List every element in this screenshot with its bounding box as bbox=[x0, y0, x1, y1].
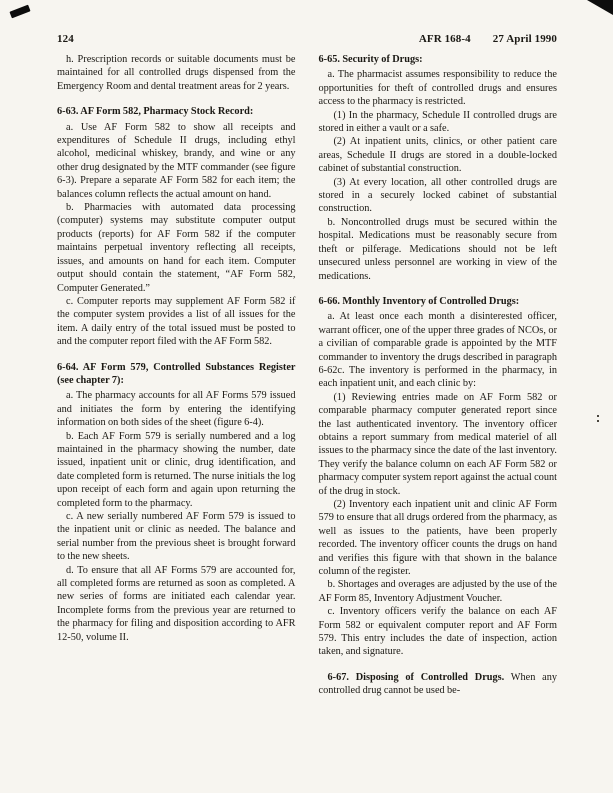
paragraph-6-66b: b. Shortages and overages are adjusted by the use of the AF Form 85, Inventory Adjustment Voucher. bbox=[318, 579, 557, 604]
two-column-body bbox=[0, 45, 613, 698]
paragraph-6-63b: b. Pharmacies with automated data processing (computer) systems may substitute computer output products (reports) for AF Form 582 if the computer maintains perpetual inventory reflecting all receipts, issues, and amounts on hand for each item. Computer output should contain the statement, “AF Form 582, Computer Generated.” bbox=[57, 202, 296, 294]
section-heading-6-66: 6-66. Monthly Inventory of Controlled Drugs: bbox=[318, 295, 520, 307]
paragraph-6-66c: c. Inventory officers verify the balance on each AF Form 582 or equivalent computer report and AF Form 579. This entry includes the date of inspection, action taken, and signature. bbox=[318, 606, 557, 658]
paragraph-6-64d: d. To ensure that all AF Forms 579 are accounted for, all completed forms are returned as soon as completed. A new series of forms are initiated each calendar year. Incomplete forms from the previous year are returned to the pharmacy for filing and disposition according to AFR 12-50, volume II. bbox=[57, 564, 296, 643]
paragraph-6-65a: a. The pharmacist assumes responsibility to reduce the opportunities for theft of controlled drugs and ensures access to the pharmacy is restricted. bbox=[318, 69, 557, 108]
section-heading-inline-6-67: 6-67. Disposing of Controlled Drugs. bbox=[327, 671, 505, 683]
paragraph-6-67-continuation: When any controlled drug cannot be used be- bbox=[318, 671, 558, 697]
paragraph-6-64c: c. A new serially numbered AF Form 579 is issued to the inpatient unit or clinic as needed. The balance and serial number from the previous sheet is brought forward to the new sheets. bbox=[57, 511, 296, 563]
subparagraph-6-66a1: (1) Reviewing entries made on AF Form 582 or comparable pharmacy computer generated report since the last authenticated inventory. The inventory officer obtains a report summary from medical materiel of all issues to the pharmacy since the date of the last inventory. They verify the balance column on each AF Form 582 or pharmacy computer system report against the actual count of the drug in stock. bbox=[318, 391, 557, 497]
subparagraph-6-66a2: (2) Inventory each inpatient unit and clinic AF Form 579 to ensure that all drugs ordered from the pharmacy, as well as issues to the patients, have been properly recorded. The inventory officer counts the drugs on hand and verifies this figure with that shown in the balance column of the register. bbox=[318, 499, 557, 578]
paragraph-6-67 bbox=[319, 671, 558, 698]
left-column bbox=[57, 53, 296, 698]
scan-artifact-right-edge bbox=[597, 415, 599, 417]
subparagraph-6-65a1: (1) In the pharmacy, Schedule II controlled drugs are stored in either a vault or a safe. bbox=[318, 109, 557, 135]
paragraph-h: h. Prescription records or suitable documents must be maintained for all controlled drugs dispensed from the Emergency Room and dental treatment areas for 2 years. bbox=[57, 54, 296, 92]
section-heading-6-63: 6-63. AF Form 582, Pharmacy Stock Record: bbox=[57, 106, 254, 118]
paragraph-6-63c: c. Computer reports may supplement AF Form 582 if the computer system provides a list of all issues for the item. A daily entry of the total issued must be posted to and the computer report filed with the AF Form 582. bbox=[57, 295, 296, 348]
paragraph-6-63a: a. Use AF Form 582 to show all receipts and expenditures of Schedule II drugs, including ethyl alcohol, medicinal whiskey, brandy, and wine or any other drug designated by the MTF commander (see figure 6-3). Prepare a separate AF Form 582 for each item; the balances column reflects the actual amount on hand. bbox=[57, 121, 296, 200]
doc-number: AFR 168-4 bbox=[418, 33, 471, 45]
scan-artifact-top-right bbox=[587, 0, 613, 15]
section-heading-6-64: 6-64. AF Form 579, Controlled Substances Register (see chapter 7): bbox=[57, 361, 296, 386]
paragraph-6-64b: b. Each AF Form 579 is serially numbered and a log maintained in the pharmacy showing the number, date issued, inpatient unit or clinic, drug identification, and date completed form is returned. The nurse initials the log upon receipt of each form and again upon returning the completed form to the pharmacy. bbox=[57, 430, 296, 509]
page-header bbox=[0, 0, 613, 45]
doc-date: 27 April 1990 bbox=[492, 33, 557, 45]
paragraph-6-65b: b. Noncontrolled drugs must be secured within the hospital. Medications must be reasonably secure from theft or pilferage. Medications should not be left unsecured unless personnel are working in view of the medications. bbox=[318, 216, 557, 282]
subparagraph-6-65a3: (3) At every location, all other controlled drugs are stored in a securely locked cabinet of substantial construction. bbox=[318, 176, 557, 215]
section-heading-6-65: 6-65. Security of Drugs: bbox=[318, 54, 423, 65]
paragraph-6-66a: a. At least once each month a disinterested officer, warrant officer, one of the upper three grades of NCOs, or a civilian of comparable grade is appointed by the MTF commander to inventory the drugs described in paragraph 6-62c. The inventory is performed in the pharmacy, in each inpatient unit, and each clinic by: bbox=[318, 311, 557, 390]
subparagraph-6-65a2: (2) At inpatient units, clinics, or other patient care areas, Schedule II drugs are stored in a double-locked cabinet of substantial construction. bbox=[318, 136, 557, 175]
paragraph-6-64a: a. The pharmacy accounts for all AF Forms 579 issued and initiates the form by entering the identifying information on both sides of the sheet (figure 6-4). bbox=[57, 390, 296, 429]
right-column bbox=[319, 53, 558, 698]
page-number: 124 bbox=[57, 33, 74, 45]
header-right bbox=[419, 33, 557, 45]
